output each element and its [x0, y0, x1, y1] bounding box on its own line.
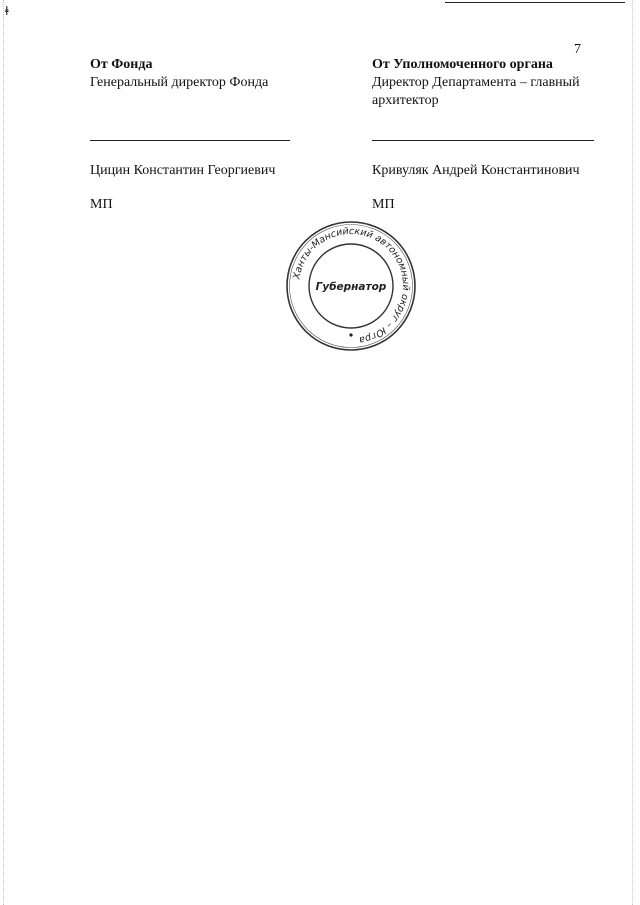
authority-signature-line — [372, 140, 594, 141]
authority-position: Директор Департамента – главный архитектор — [372, 75, 580, 108]
seal-center-text: Губернатор — [315, 281, 387, 293]
authority-signature-block — [372, 56, 612, 110]
scan-right-edge — [632, 0, 633, 905]
seal-dot — [349, 333, 352, 336]
authority-party-label: От Уполномоченного органа — [372, 57, 553, 72]
governor-seal — [283, 218, 419, 354]
fund-position: Генеральный директор Фонда — [90, 75, 269, 90]
top-edge-rule — [445, 2, 625, 3]
authority-stamp-place: МП — [372, 197, 395, 212]
page-number: 7 — [574, 42, 581, 57]
fund-signer-name: Цицин Константин Георгиевич — [90, 163, 276, 178]
seal-ring-text: Ханты-Мансийский автономный округ – Югра — [291, 225, 412, 346]
scan-corner-mark: ǂ — [5, 3, 9, 18]
fund-party-label: От Фонда — [90, 57, 153, 72]
fund-stamp-place: МП — [90, 197, 113, 212]
fund-signature-line — [90, 140, 290, 141]
authority-signer-name: Кривуляк Андрей Константинович — [372, 163, 580, 178]
scan-left-edge — [3, 0, 4, 905]
fund-signature-block — [90, 56, 340, 92]
